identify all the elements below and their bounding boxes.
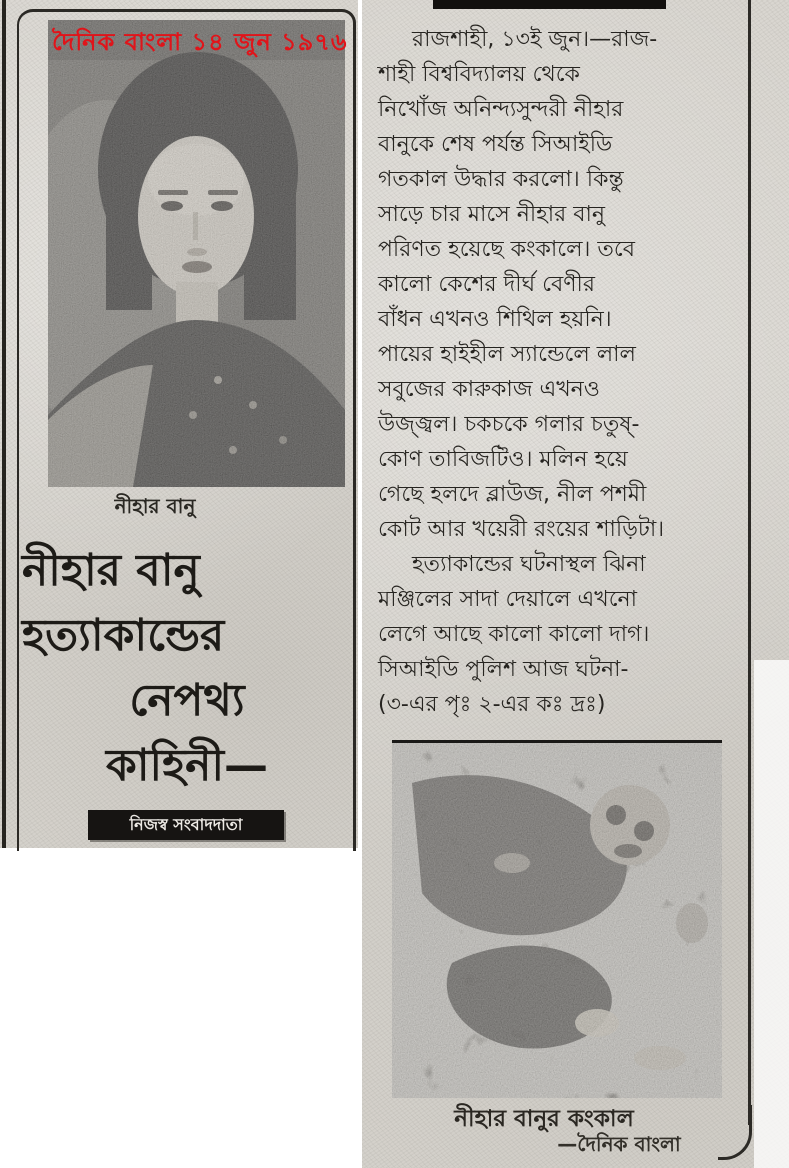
article-line: নিখোঁজ অনিন্দ্যসুন্দরী নীহার bbox=[378, 97, 624, 122]
headline bbox=[22, 538, 352, 798]
article-line: কোট আর খয়েরী রংয়ের শাড়িটা। bbox=[378, 517, 665, 542]
article-line: সাড়ে চার মাসে নীহার বানু bbox=[378, 202, 605, 227]
article-line: সবুজের কারুকাজ এখনও bbox=[378, 377, 600, 402]
article-line: শাহী বিশ্ববিদ্যালয় থেকে bbox=[378, 62, 580, 87]
clipping-left-edge-line bbox=[2, 0, 6, 848]
article-line: লেগে আছে কালো কালো দাগ। bbox=[378, 622, 650, 647]
article-line: পরিণত হয়েছে কংকালে। তবে bbox=[378, 237, 635, 262]
article-line: বানুকে শেষ পর্যন্ত সিআইডি bbox=[378, 132, 613, 157]
top-edge-bar bbox=[433, 0, 666, 9]
skeleton-photo bbox=[392, 740, 722, 1098]
article-body bbox=[378, 22, 746, 722]
headline-line-1: নীহার বানু bbox=[22, 545, 200, 596]
article-line: সিআইডি পুলিশ আজ ঘটনা- bbox=[378, 657, 629, 682]
article-line: উজ্জ্বল। চকচকে গলার চতুষ্- bbox=[378, 412, 640, 437]
skeleton-photo-caption: নীহার বানুর কংকাল bbox=[454, 1106, 634, 1132]
article-line: গেছে হলদে ব্লাউজ, নীল পশমী bbox=[378, 482, 647, 507]
left-clipping bbox=[0, 0, 358, 848]
article-line: পায়ের হাইহীল স্যান্ডেলে লাল bbox=[378, 342, 636, 367]
headline-line-4: কাহিনী— bbox=[105, 740, 269, 791]
byline-box: নিজস্ব সংবাদদাতা bbox=[88, 810, 284, 840]
red-date-stamp: দৈনিক বাংলা ১৪ জুন ১৯৭৬ bbox=[52, 28, 348, 56]
article-line: কোণ তাবিজটিও। মলিন হয়ে bbox=[378, 447, 628, 472]
article-line: গতকাল উদ্ধার করলো। কিন্তু bbox=[378, 167, 624, 192]
article-line: রাজশাহী, ১৩ই জুন।—রাজ- bbox=[412, 27, 658, 52]
right-clipping bbox=[362, 0, 789, 1168]
portrait-photo-nihar-banu bbox=[48, 20, 345, 487]
article-line: মঞ্জিলের সাদা দেয়ালে এখনো bbox=[378, 587, 638, 612]
portrait-caption: নীহার বানু bbox=[114, 494, 196, 518]
skeleton-photo-credit: —দৈনিক বাংলা bbox=[557, 1132, 681, 1156]
headline-line-2: হত্যাকান্ডের bbox=[22, 610, 225, 661]
headline-line-3: নেপথ্য bbox=[129, 675, 245, 726]
article-line: কালো কেশের দীর্ঘ বেণীর bbox=[378, 272, 595, 297]
torn-margin bbox=[754, 660, 789, 1168]
article-line: (৩-এর পৃঃ ২-এর কঃ দ্রঃ) bbox=[378, 692, 606, 717]
article-line: বাঁধন এখনও শিথিল হয়নি। bbox=[378, 307, 612, 332]
article-line: হত্যাকান্ডের ঘটনাস্থল ঝিনা bbox=[412, 552, 646, 577]
column-rule-line bbox=[748, 0, 751, 1125]
